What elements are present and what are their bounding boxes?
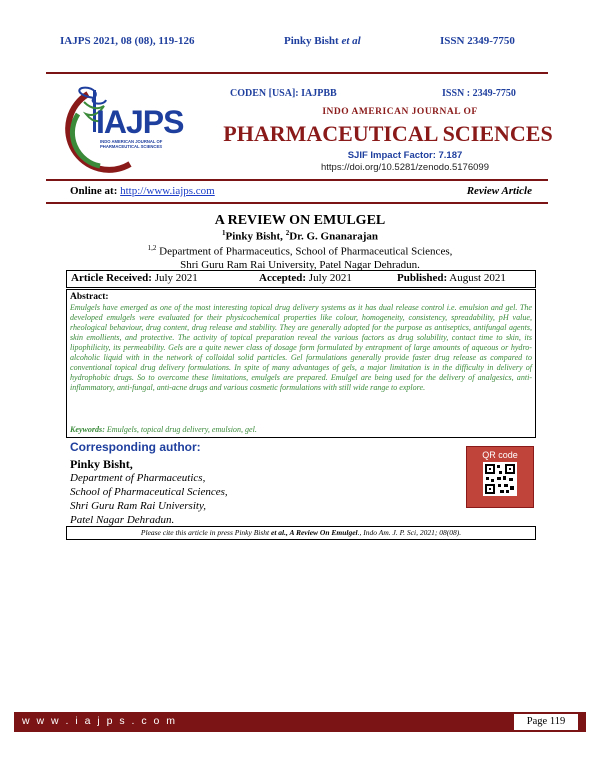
corresponding-name: Pinky Bisht, [70,457,133,471]
received-date [71,272,198,284]
running-header-citation: IAJPS 2021, 08 (08), 119-126 [60,35,195,47]
keywords-value: Emulgels, topical drug delivery, emulsion, gel. [104,425,257,434]
header-rule-top [46,72,548,74]
accepted-value: July 2021 [306,272,352,284]
corresponding-line: Shri Guru Ram Rai University, [70,500,206,512]
accepted-date [259,272,352,284]
coden: CODEN [USA]: IAJPBB [230,88,337,99]
received-value: July 2021 [151,272,198,284]
running-header-issn: ISSN 2349-7750 [440,35,515,47]
logo-wordmark: IAJPS [96,104,184,140]
citation-prefix: Please cite this article in press Pinky Bisht [140,528,272,537]
affiliation-line2: Shri Guru Ram Rai University, Patel Nagar Dehradun. [180,258,420,271]
authors [0,229,600,243]
published-value: August 2021 [447,272,506,284]
affiliation-line1: Department of Pharmaceutics, School of Pharmaceutical Sciences, [156,245,453,258]
citation-note [66,526,536,540]
article-type: Review Article [466,185,532,197]
header-rule-mid [46,179,548,181]
author1-sup: 1 [221,229,226,237]
corresponding-line: Department of Pharmaceutics, [70,472,206,484]
page-number: Page 119 [514,714,578,730]
qr-code[interactable] [483,462,517,496]
journal-logo [60,84,200,174]
corresponding-line: School of Pharmaceutical Sciences, [70,486,228,498]
page-footer [14,712,586,732]
header-author-suffix: et al [341,35,361,47]
doi: https://doi.org/10.5281/zenodo.5176099 [321,162,489,173]
header-author-name: Pinky Bisht [284,35,339,47]
online-at [70,185,215,197]
author1: Pinky Bisht, [225,230,286,243]
dates-box [66,270,536,288]
affiliation-sup: 1,2 [147,244,157,252]
sjif-impact-factor: SJIF Impact Factor: 7.187 [347,150,463,161]
footer-website[interactable]: w w w . i a j p s . c o m [22,715,178,727]
qr-code-box [466,446,534,508]
abstract-text: Emulgels have emerged as one of the most interesting topical drug delivery systems as it has dual release control i.e. emulsion and gel. The developed emulgels were evaluated for their physicochemical properties like colour, homogeneity, consistency, spreadability, pH value, rheological behaviour, drug content, drug release and stability. They are generally adopted for the purpose as antiseptics, antifungal agents, skin emollients, and protective. The activity of topical preparation reveal the various factors as drug solubility, contact time to skin, its lipophilicity, its permeability. Gels are a quite newer class of dosage form formulated by entrapment of large amounts of aqueous or hydro-alcoholic liquid with in the network of colloidal solid particles. Gel formulations generally provide faster drug release as compared to conventional topical drug delivery formulations. In spite of many advantages of gels, a major limitation is in the difficulty in delivery of hydrophobic drugs. So to overcome these limitations, emulgels are prepared. Emulgel are being used for the delivery of analgesics, anti-inflammatory, anti-fungal, anti-acne drugs and various cosmetic formulations with still wide range to explore. [70,303,532,393]
author2: Dr. G. Gnanarajan [289,230,379,243]
website-link[interactable]: http://www.iajps.com [120,185,215,197]
masthead-issn: ISSN : 2349-7750 [442,88,516,99]
article-title: A REVIEW ON EMULGEL [214,213,386,228]
online-label: Online at: [70,185,118,197]
citation-suffix: ., Indo Am. J. P. Sci, 2021; 08(08). [357,528,462,537]
abstract-heading: Abstract: [70,292,109,302]
abstract-box [66,289,536,438]
published-label: Published: [397,272,448,284]
journal-name-small: INDO AMERICAN JOURNAL OF [322,107,478,117]
corresponding-heading: Corresponding author: [70,440,201,454]
keywords [70,425,532,434]
keywords-label: Keywords: [70,425,105,434]
received-label: Article Received: [71,272,152,284]
logo-subtitle: INDO AMERICAN JOURNAL OF PHARMACEUTICAL SCIENCES [100,139,163,149]
corresponding-line: Patel Nagar Dehradun. [70,514,175,526]
running-header-author [284,35,361,47]
accepted-label: Accepted: [259,272,307,284]
citation-title: et al., A Review On Emulgel [271,528,358,537]
qr-label: QR code [482,450,518,460]
published-date [397,272,506,284]
header-rule-bottom [46,202,548,204]
journal-name-large: PHARMACEUTICAL SCIENCES [223,121,553,146]
author2-sup: 2 [285,229,290,237]
affiliation [0,242,600,272]
